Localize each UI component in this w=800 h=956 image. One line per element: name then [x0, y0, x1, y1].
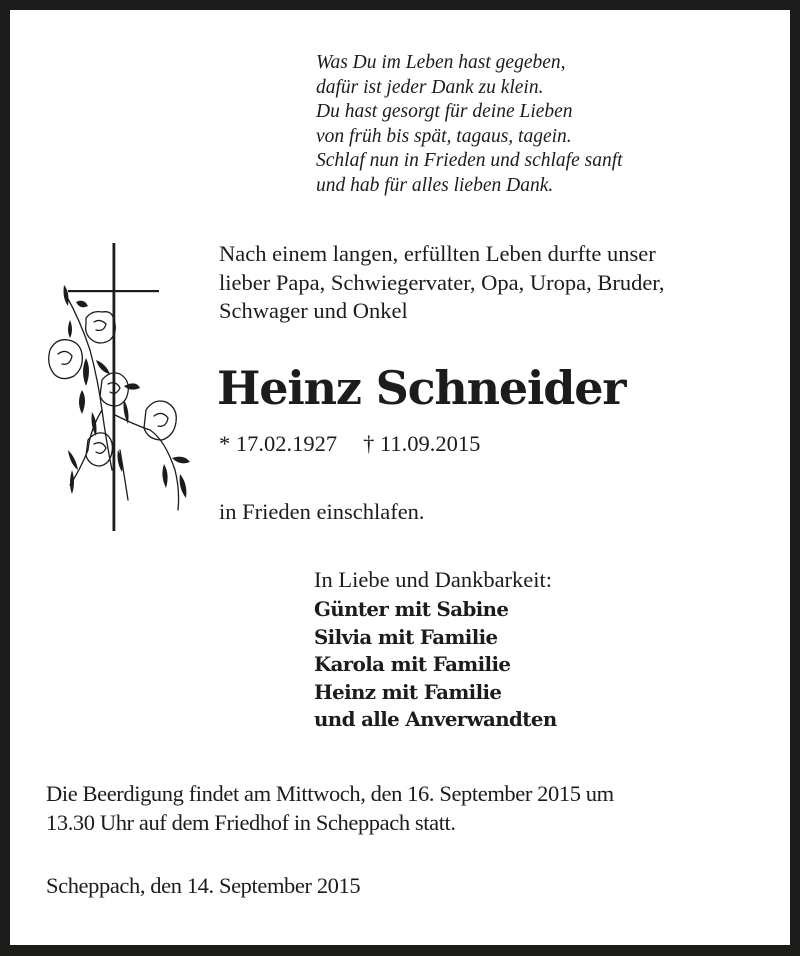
funeral-info — [46, 780, 614, 837]
mourner-name: Karola mit Familie — [314, 652, 511, 676]
poem-line: Du hast gesorgt für deine Lieben — [316, 101, 573, 123]
memorial-poem — [316, 51, 623, 199]
mourner-name: Günter mit Sabine — [314, 597, 509, 621]
poem-line: von früh bis spät, tagaus, tagein. — [316, 125, 572, 147]
mourners-list — [314, 596, 557, 734]
poem-line: Was Du im Leben hast gegeben, — [316, 52, 566, 73]
place-and-date: Scheppach, den 14. September 2015 — [46, 873, 361, 898]
life-dates — [219, 430, 480, 458]
mourner-name: Silvia mit Familie — [314, 624, 498, 649]
intro-line: Nach einem langen, erfüllten Leben durfte unser — [219, 241, 656, 266]
death-date: † 11.09.2015 — [363, 431, 481, 456]
deceased-name: Heinz Schneider — [217, 361, 626, 415]
mourners-block — [314, 566, 557, 734]
birth-date: * 17.02.1927 — [219, 431, 338, 456]
intro-line: Schwager und Onkel — [219, 298, 408, 323]
cross-with-roses-icon — [40, 240, 210, 540]
closing-phrase: in Frieden einschlafen. — [219, 499, 425, 524]
obituary-page — [10, 10, 790, 945]
funeral-line: 13.30 Uhr auf dem Friedhof in Scheppach statt. — [46, 809, 456, 835]
poem-line: dafür ist jeder Dank zu klein. — [316, 76, 544, 98]
mourner-name: und alle Anverwandten — [314, 707, 557, 731]
funeral-line: Die Beerdigung findet am Mittwoch, den 16. September 2015 um — [46, 781, 614, 806]
mourner-name: Heinz mit Familie — [314, 679, 502, 704]
mourners-heading: In Liebe und Dankbarkeit: — [314, 567, 553, 592]
poem-line: und hab für alles lieben Dank. — [316, 174, 554, 196]
intro-text — [219, 240, 665, 326]
poem-line: Schlaf nun in Frieden und schlafe sanft — [316, 150, 623, 172]
intro-line: lieber Papa, Schwiegervater, Opa, Uropa, Bruder, — [219, 269, 665, 295]
